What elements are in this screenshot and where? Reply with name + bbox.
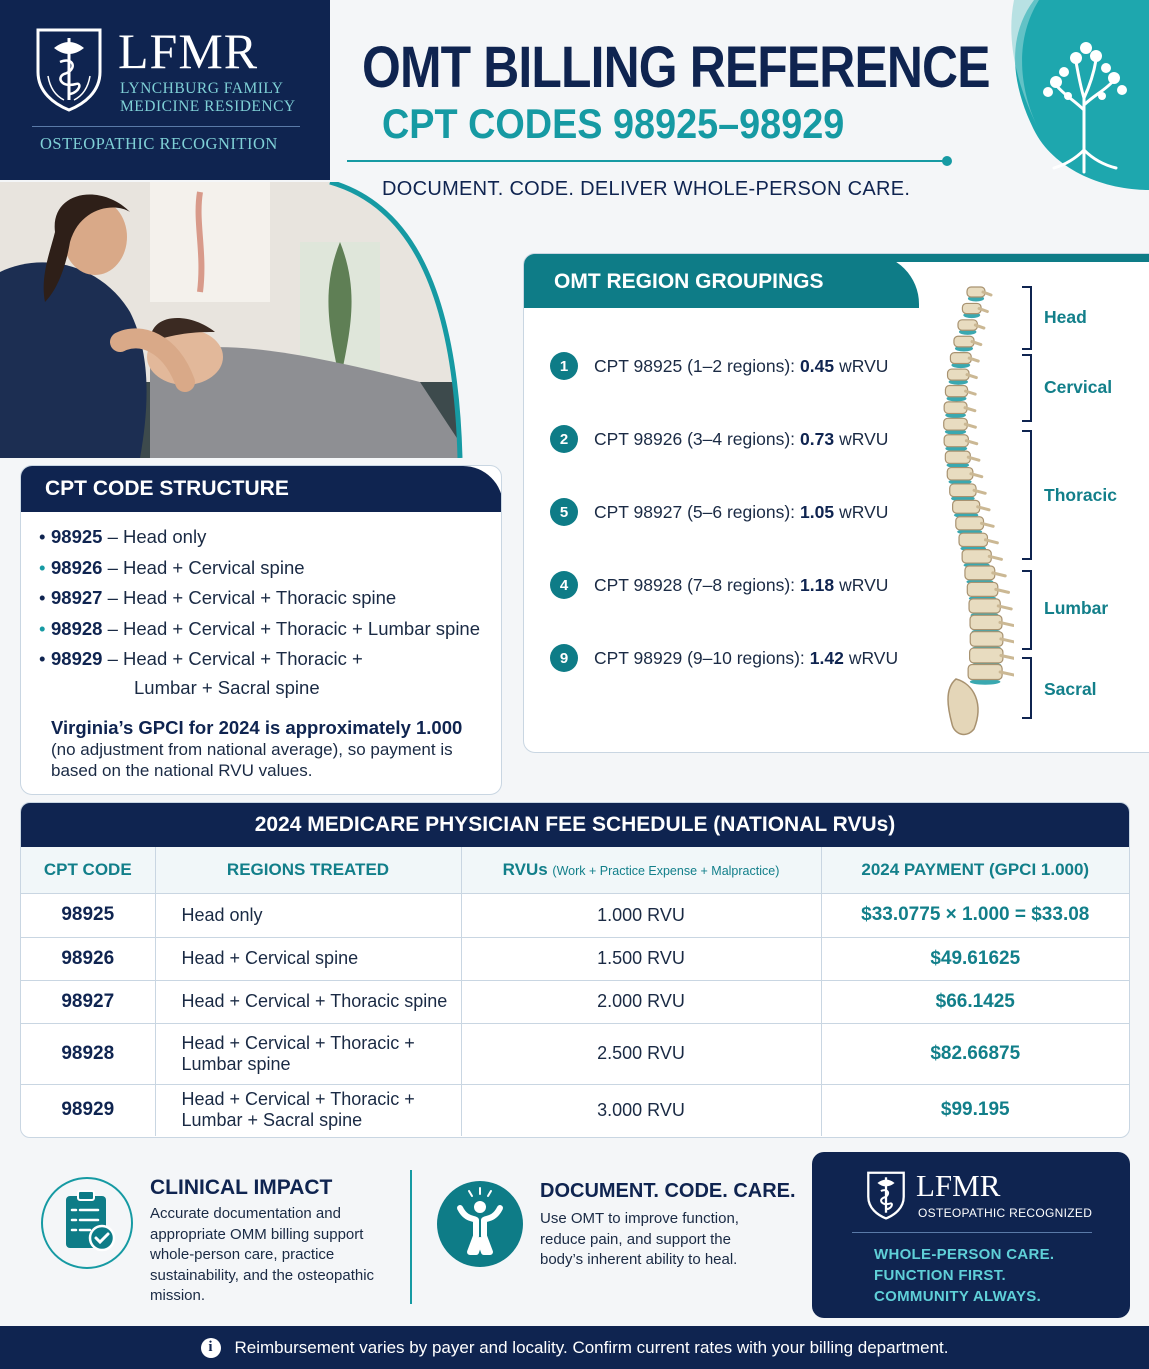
column-header: 2024 PAYMENT (GPCI 1.000)	[821, 847, 1129, 893]
column-header: RVUs (Work + Practice Expense + Malpractice)	[461, 847, 821, 893]
list-item: • 98926 – Head + Cervical spine	[39, 553, 501, 584]
clinical-impact-text: Accurate documentation and appropriate OMM billing support whole-person care, practice sustainability, and the osteopathic mission.	[150, 1205, 375, 1304]
region-label-thoracic: Thoracic	[1044, 485, 1117, 505]
lfmr-badge	[812, 1152, 1130, 1318]
cpt-structure-heading: CPT CODE STRUCTURE	[21, 466, 502, 512]
cpt-structure-card	[20, 465, 502, 795]
cpt-structure-list	[21, 512, 501, 701]
brand-subtitle: LYNCHBURG FAMILY MEDICINE RESIDENCY	[120, 80, 296, 115]
region-groupings-card	[523, 253, 1149, 753]
omt-treatment-photo	[0, 182, 470, 458]
list-item: • 98925 – Head only	[39, 522, 501, 553]
column-header: CPT CODE	[21, 847, 155, 893]
page-title: OMT BILLING REFERENCE	[362, 35, 990, 100]
spine-illustration	[914, 284, 1014, 739]
table-row: 98926 Head + Cervical spine 1.500 RVU $49.61625	[21, 937, 1129, 980]
document-code-care-title: DOCUMENT. CODE. CARE.	[540, 1180, 796, 1202]
region-label-head: Head	[1044, 307, 1087, 327]
region-label-sacral: Sacral	[1044, 679, 1097, 699]
fee-schedule-table	[21, 847, 1129, 1136]
page-subtitle: CPT CODES 98925–98929	[382, 100, 845, 147]
clipboard-check-icon	[40, 1176, 134, 1270]
grouping-row: 5 CPT 98927 (5–6 regions): 1.05 wRVU	[550, 498, 888, 526]
region-label-lumbar: Lumbar	[1044, 598, 1109, 618]
brand-name: LFMR	[118, 23, 259, 79]
list-item: • 98927 – Head + Cervical + Thoracic spine	[39, 583, 501, 614]
page-tagline: DOCUMENT. CODE. DELIVER WHOLE-PERSON CARE.	[382, 178, 911, 200]
badge-recognition: OSTEOPATHIC RECOGNIZED	[918, 1206, 1093, 1220]
table-row: 98925 Head only 1.000 RVU $33.0775 × 1.000 = $33.08	[21, 893, 1129, 937]
tree-icon	[994, 0, 1149, 190]
caduceus-shield-icon	[34, 26, 104, 112]
table-row: 98927 Head + Cervical + Thoracic spine 2.000 RVU $66.1425	[21, 980, 1129, 1023]
table-header-row	[21, 847, 1129, 893]
fee-schedule-card	[20, 802, 1130, 1138]
grouping-row: 4 CPT 98928 (7–8 regions): 1.18 wRVU	[550, 571, 888, 599]
brand-recognition: OSTEOPATHIC RECOGNITION	[40, 134, 278, 153]
footer-text: Reimbursement varies by payer and locality. Confirm current rates with your billing department.	[234, 1337, 949, 1357]
title-divider	[347, 160, 947, 162]
section-divider	[410, 1170, 412, 1304]
clinical-impact-title: CLINICAL IMPACT	[150, 1176, 333, 1199]
caduceus-shield-icon	[866, 1170, 906, 1220]
region-groupings-heading: OMT REGION GROUPINGS	[524, 254, 919, 308]
table-row: 98929 Head + Cervical + Thoracic + Lumbar + Sacral spine 3.000 RVU $99.195	[21, 1084, 1129, 1136]
column-header: REGIONS TREATED	[155, 847, 461, 893]
table-row: 98928 Head + Cervical + Thoracic + Lumbar spine 2.500 RVU $82.66875	[21, 1023, 1129, 1084]
region-label-cervical: Cervical	[1044, 377, 1113, 397]
info-icon: i	[201, 1338, 221, 1358]
list-item: • 98929 – Head + Cervical + Thoracic + Lumbar + Sacral spine	[39, 644, 501, 701]
badge-slogans: WHOLE-PERSON CARE. FUNCTION FIRST. COMMUNITY ALWAYS.	[874, 1246, 1055, 1305]
document-code-care-text: Use OMT to improve function, reduce pain, and support the body’s inherent ability to heal.	[540, 1210, 739, 1268]
grouping-row: 9 CPT 98929 (9–10 regions): 1.42 wRVU	[550, 644, 898, 672]
list-item: • 98928 – Head + Cervical + Thoracic + Lumbar spine	[39, 614, 501, 645]
badge-name: LFMR	[916, 1168, 1001, 1203]
fee-schedule-heading: 2024 MEDICARE PHYSICIAN FEE SCHEDULE (NATIONAL RVUs)	[21, 803, 1129, 847]
brand-divider	[32, 126, 300, 127]
grouping-row: 2 CPT 98926 (3–4 regions): 0.73 wRVU	[550, 425, 888, 453]
brand-block	[0, 0, 330, 180]
footer-disclaimer	[0, 1326, 1149, 1369]
wellbeing-person-icon	[436, 1180, 524, 1268]
grouping-row: 1 CPT 98925 (1–2 regions): 0.45 wRVU	[550, 352, 888, 380]
gpci-note: Virginia’s GPCI for 2024 is approximately 1.000 (no adjustment from national average), so payment is based on the national RVU values.	[51, 716, 463, 780]
